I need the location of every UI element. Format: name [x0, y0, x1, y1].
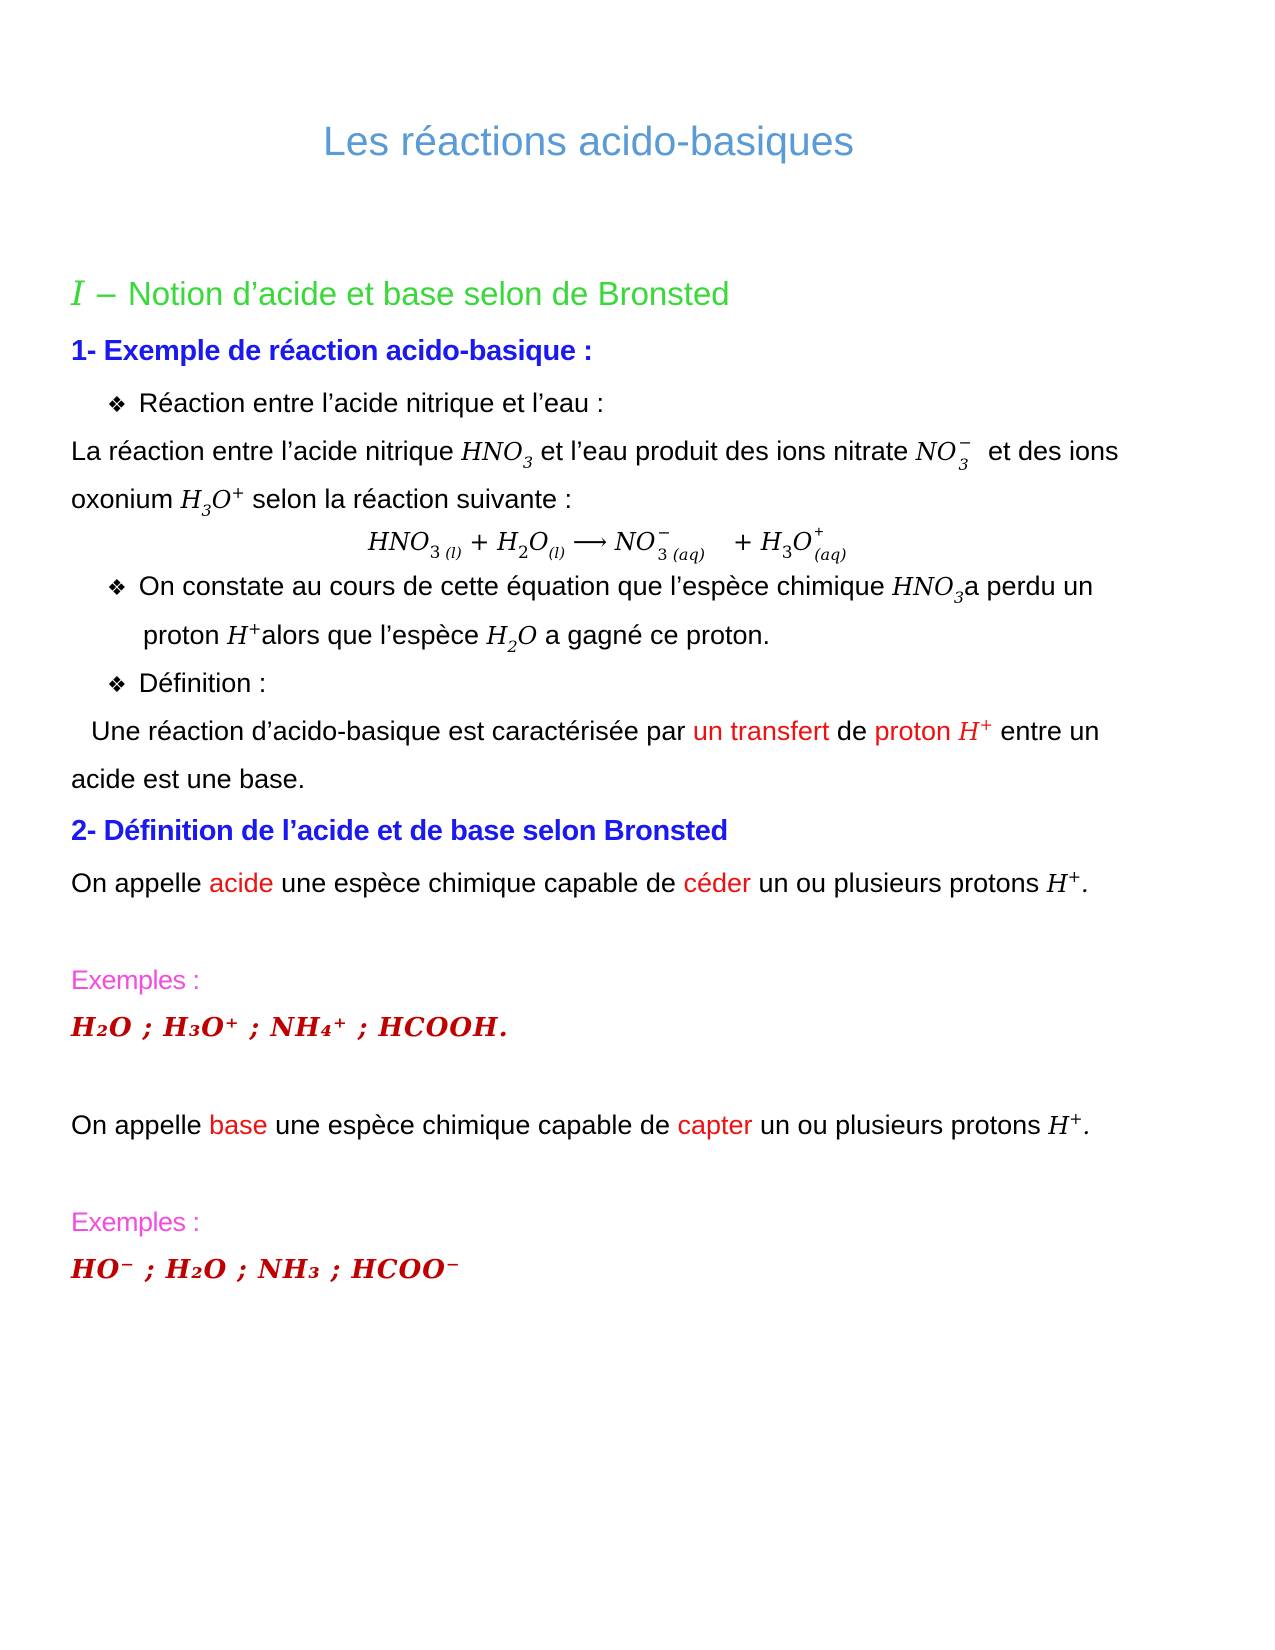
section-dash: − [93, 278, 119, 313]
p1-text-a: La réaction entre l’acide nitrique [71, 436, 462, 466]
diamond-bullet-icon: ❖ [107, 393, 127, 418]
acid-text-b: une espèce chimique capable de [273, 868, 684, 898]
definition-line-1 [91, 714, 1099, 752]
base-text-c: un ou plusieurs protons [752, 1110, 1049, 1140]
diamond-bullet-icon: ❖ [107, 673, 127, 698]
p1-text-c: et des ions [980, 436, 1119, 466]
base-highlight: base [209, 1110, 268, 1140]
page-title: Les réactions acido-basiques [323, 118, 855, 164]
bullet-observation-line-2 [143, 618, 770, 656]
formula-h-plus: H+ [958, 715, 993, 746]
definition-text-c: entre un [992, 716, 1100, 746]
bullet-reaction-text: Réaction entre l’acide nitrique et l’eau : [138, 388, 605, 418]
bullet-definition-text: Définition : [138, 668, 267, 698]
section-heading-text: Notion d’acide et base selon de Bronsted [127, 275, 730, 312]
acid-text-c: un ou plusieurs protons [751, 868, 1047, 898]
base-examples-label: Exemples : [71, 1207, 200, 1237]
formula-h-plus: H+ [227, 619, 262, 650]
base-text-b: une espèce chimique capable de [267, 1110, 678, 1140]
bullet-observation-text-d: alors que l’espèce [261, 620, 487, 650]
bullet-observation-text-a: On constate au cours de cette équation que l’espèce chimique [138, 571, 893, 601]
base-definition [71, 1108, 1090, 1146]
formula-h-plus: H+. [1046, 867, 1089, 898]
bullet-observation-text-b: a perdu un [964, 571, 1094, 601]
base-examples-formulas: HO⁻ ; H₂O ; NH₃ ; HCOO⁻ [71, 1255, 461, 1285]
ceder-highlight: céder [683, 868, 751, 898]
subheading-2: 2- Définition de l’acide et de base selon Bronsted [71, 815, 728, 847]
p2-text-a: oxonium [71, 484, 181, 514]
bullet-observation [107, 569, 1093, 607]
capter-highlight: capter [677, 1110, 753, 1140]
base-text-a: On appelle [71, 1110, 210, 1140]
acid-examples-formulas: H₂O ; H₃O⁺ ; NH₄⁺ ; HCOOH. [71, 1013, 509, 1043]
paragraph-line-1 [71, 434, 1119, 472]
definition-highlight-transfer: un transfert [692, 716, 830, 746]
subheading-1: 1- Exemple de réaction acido-basique : [71, 335, 593, 367]
acid-text-a: On appelle [71, 868, 210, 898]
definition-text-a: Une réaction d’acido-basique est caractérisée par [91, 716, 693, 746]
section-roman: I [71, 274, 85, 314]
p2-text-b: selon la réaction suivante : [244, 484, 572, 514]
paragraph-line-2 [71, 482, 572, 520]
diamond-bullet-icon: ❖ [107, 576, 127, 601]
p1-text-b: et l’eau produit des ions nitrate [533, 436, 916, 466]
formula-h-plus: H+. [1048, 1109, 1091, 1140]
formula-hno3: $HNO_3$ [461, 438, 534, 472]
acid-definition [71, 866, 1089, 904]
bullet-definition [107, 666, 266, 703]
bullet-reaction [107, 386, 604, 423]
definition-line-2: acide est une base. [71, 764, 306, 794]
reaction-equation: $HNO_3$ $_{(l)} + H_2O_{(l)}$ ⟶ NO − 3 (aq) + $H_3O$ + (aq) [368, 523, 847, 564]
bullet-observation-text-c: proton [143, 620, 228, 650]
formula-no3: NO − 3 [915, 433, 972, 474]
acid-examples-label: Exemples : [71, 965, 200, 995]
formula-h3o: $H_3O^+$ [180, 483, 245, 520]
bullet-observation-text-e: a gagné ce proton. [537, 620, 771, 650]
formula-hno3: $HNO_3$ [892, 573, 965, 607]
formula-h2o: $H_2O$ [486, 622, 538, 656]
section-heading-1 [71, 274, 730, 316]
definition-text-b: de [829, 716, 875, 746]
acid-highlight: acide [209, 868, 274, 898]
definition-highlight-proton: proton [874, 716, 959, 746]
